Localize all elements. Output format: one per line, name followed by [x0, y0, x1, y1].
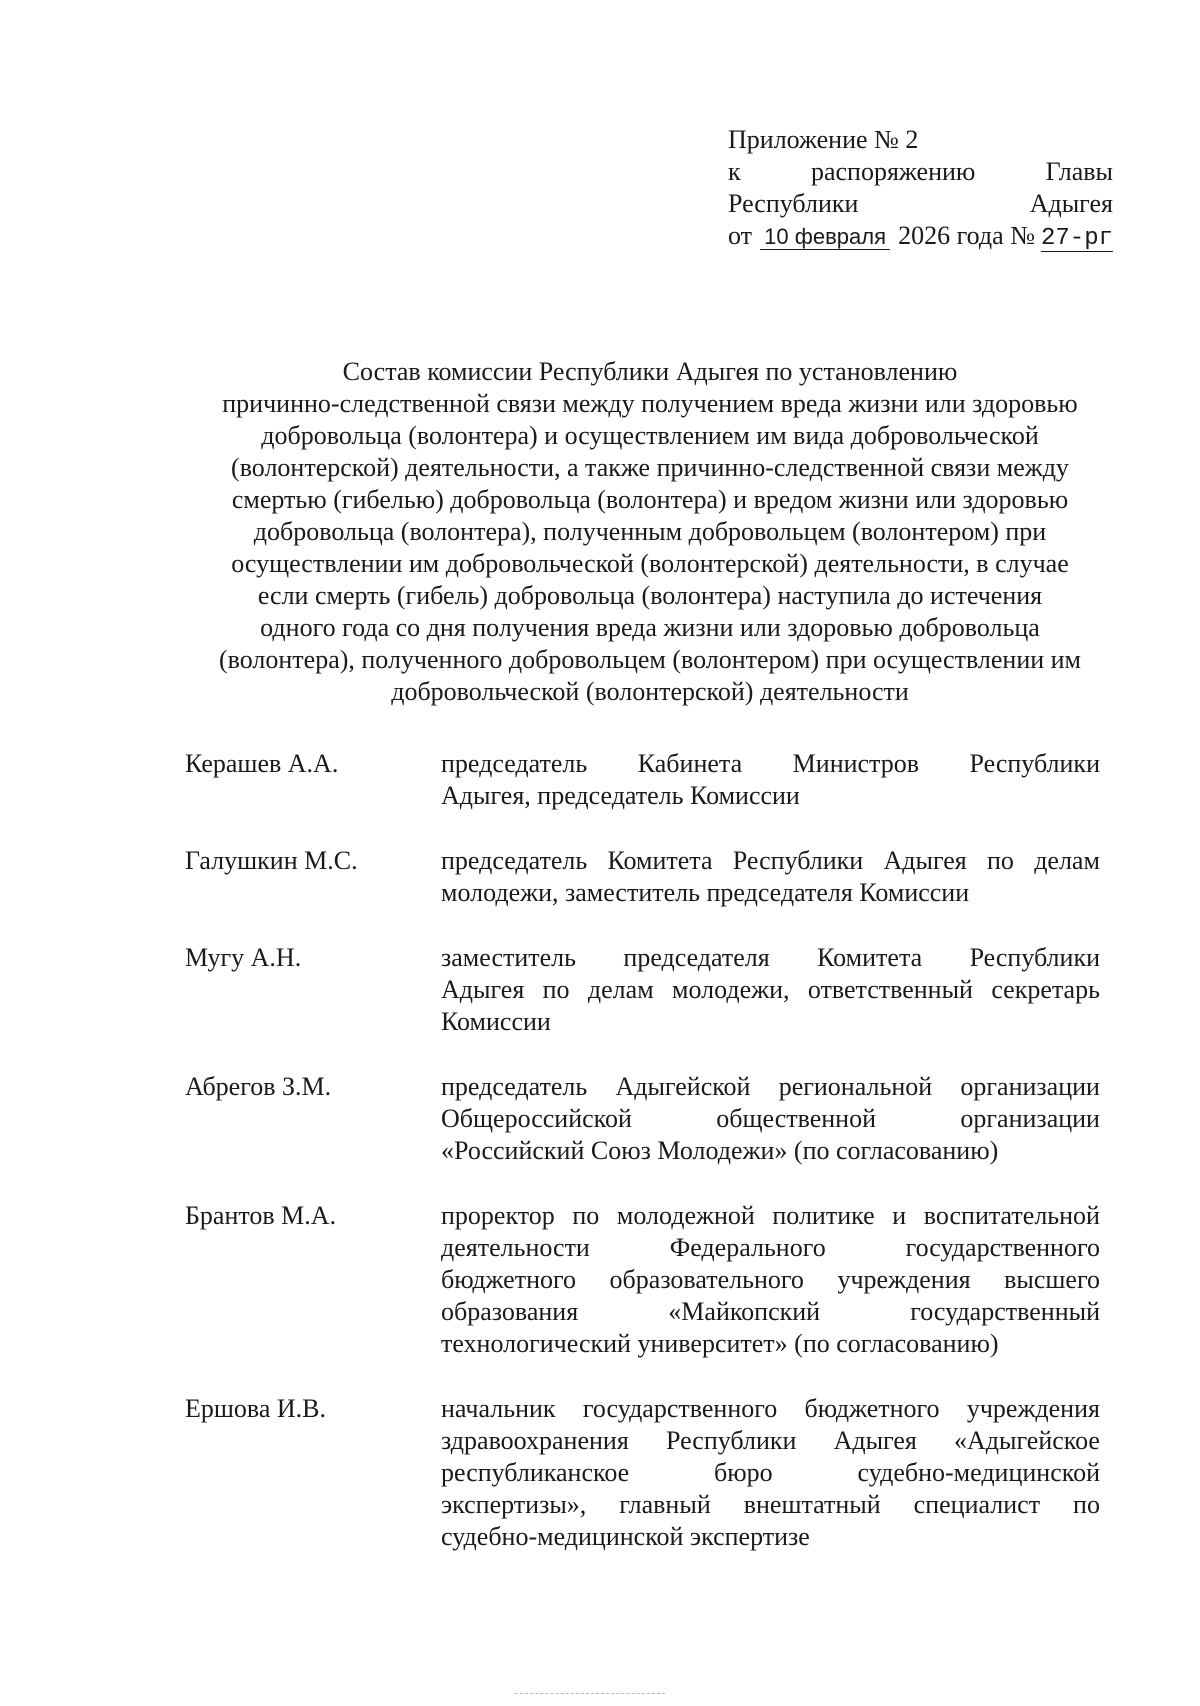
document-title — [150, 356, 1150, 708]
role-line — [441, 1232, 1100, 1264]
role-word: деятельности — [441, 1233, 590, 1262]
role-line — [441, 1264, 1100, 1296]
role-word: образования — [441, 1297, 579, 1326]
role-word: начальник — [441, 1394, 556, 1423]
member-role — [441, 942, 1100, 1038]
role-word: бюджетного — [804, 1394, 940, 1423]
role-word: государственный — [910, 1297, 1100, 1326]
role-word: организации — [960, 1104, 1100, 1133]
member-name: Керашев А.А. — [185, 749, 339, 778]
role-line — [441, 1425, 1100, 1457]
header-word: Республики — [728, 189, 859, 218]
role-line — [441, 942, 1100, 974]
role-line — [441, 974, 1100, 1006]
role-word: Комитета — [817, 943, 923, 972]
role-line: «Российский Союз Молодежи» (по согласованию) — [441, 1136, 999, 1165]
role-word: Федерального — [669, 1233, 826, 1262]
date-day-field: 10 февраля — [760, 225, 890, 250]
title-line: смертью (гибелью) добровольца (волонтера) и вредом жизни или здоровью — [231, 485, 1069, 514]
appendix-header — [728, 124, 1113, 252]
role-word: Республики — [969, 749, 1100, 778]
role-word: политике — [772, 1201, 875, 1230]
title-line: осуществлении им добровольческой (волонтерской) деятельности, в случае — [231, 549, 1069, 578]
member-role — [441, 845, 1100, 909]
role-word: Адыгея — [833, 1426, 917, 1455]
member-name: Брантов М.А. — [185, 1201, 337, 1230]
role-line: судебно-медицинской экспертизе — [441, 1522, 810, 1551]
member-name: Галушкин М.С. — [185, 846, 358, 875]
role-word: Общероссийской — [441, 1104, 632, 1133]
role-word: Министров — [792, 749, 920, 778]
member-role — [441, 748, 1100, 812]
title-line: одного года со дня получения вреда жизни или здоровью добровольца — [260, 613, 1040, 642]
member-role — [441, 1393, 1100, 1553]
title-line: добровольца (волонтера) и осуществлением им вида добровольческой — [261, 421, 1039, 450]
member-row — [185, 1200, 1100, 1360]
role-word: молодежи, — [672, 975, 790, 1004]
role-line — [441, 1296, 1100, 1328]
role-word: председатель — [441, 749, 588, 778]
role-word: образовательного — [609, 1265, 804, 1294]
role-word: «Адыгейское — [954, 1426, 1100, 1455]
role-word: учреждения — [837, 1265, 971, 1294]
role-word: секретарь — [991, 975, 1100, 1004]
date-year: 2026 года № — [898, 221, 1035, 250]
role-line — [441, 845, 1100, 877]
role-word: по — [572, 1201, 600, 1230]
role-word: здравоохранения — [441, 1426, 629, 1455]
document-number-field: 27-рг — [1041, 225, 1114, 252]
role-word: специалист — [913, 1490, 1041, 1519]
title-line: добровольческой (волонтерской) деятельности — [391, 677, 909, 706]
title-line: Состав комиссии Республики Адыгея по установлению — [342, 357, 958, 386]
member-row — [185, 1393, 1100, 1553]
role-word: Адыгея — [441, 975, 525, 1004]
role-word: экспертизы», — [441, 1490, 587, 1519]
role-line — [441, 748, 1100, 780]
member-name: Ершова И.В. — [185, 1394, 326, 1423]
header-word: Главы — [1045, 157, 1113, 186]
role-word: Адыгея — [883, 846, 967, 875]
role-word: по — [542, 975, 570, 1004]
role-word: бюро — [714, 1458, 773, 1487]
role-word: Адыгейской — [615, 1072, 751, 1101]
role-word: Республики — [665, 1426, 797, 1455]
role-word: судебно-медицинской — [857, 1458, 1100, 1487]
role-line — [441, 1103, 1100, 1135]
header-word: распоряжению — [810, 157, 976, 186]
member-row — [185, 1071, 1100, 1167]
title-line: добровольца (волонтера), полученным добровольцем (волонтером) при — [253, 517, 1047, 546]
role-word: председателя — [623, 943, 770, 972]
role-line: молодежи, заместитель председателя Комиссии — [441, 878, 970, 907]
title-line: (волонтерской) деятельности, а также причинно-следственной связи между — [231, 453, 1069, 482]
role-word: государственного — [905, 1233, 1100, 1262]
role-word: Комитета — [607, 846, 713, 875]
member-name: Мугу А.Н. — [185, 943, 302, 972]
role-word: учреждения — [966, 1394, 1100, 1423]
role-word: государственного — [582, 1394, 778, 1423]
member-row — [185, 748, 1100, 812]
role-line: Адыгея, председатель Комиссии — [441, 781, 800, 810]
member-row — [185, 845, 1100, 909]
header-date-line — [728, 220, 1113, 252]
role-line: технологический университет» (по согласованию) — [441, 1329, 999, 1358]
role-word: по — [987, 846, 1014, 875]
member-name: Абрегов З.М. — [185, 1072, 332, 1101]
title-line: если смерть (гибель) добровольца (волонтера) наступила до истечения — [257, 581, 1043, 610]
header-line-2 — [728, 156, 1113, 188]
role-word: региональной — [778, 1072, 933, 1101]
title-line: (волонтера), полученного добровольцем (волонтером) при осуществлении им — [218, 645, 1082, 674]
role-word: общественной — [716, 1104, 877, 1133]
member-row — [185, 942, 1100, 1038]
role-word: делам — [587, 975, 654, 1004]
role-line — [441, 1393, 1100, 1425]
role-word: председатель — [441, 846, 588, 875]
role-word: и — [892, 1201, 907, 1230]
role-word: республиканское — [441, 1458, 630, 1487]
members-list — [185, 748, 1100, 1586]
appendix-number — [728, 124, 1113, 156]
role-line — [441, 1200, 1100, 1232]
member-role — [441, 1071, 1100, 1167]
role-word: проректор — [441, 1201, 555, 1230]
header-line-3 — [728, 188, 1113, 220]
role-word: бюджетного — [441, 1265, 577, 1294]
role-word: председатель — [441, 1072, 588, 1101]
role-line: Комиссии — [441, 1007, 551, 1036]
role-word: по — [1073, 1490, 1100, 1519]
role-word: заместитель — [441, 943, 577, 972]
role-word: молодежной — [616, 1201, 755, 1230]
header-word: Адыгея — [1029, 189, 1113, 218]
title-line: причинно-следственной связи между получением вреда жизни или здоровью — [222, 389, 1078, 418]
appendix-label: Приложение № 2 — [728, 125, 919, 154]
role-word: высшего — [1004, 1265, 1100, 1294]
role-word: делам — [1034, 846, 1100, 875]
role-word: ответственный — [807, 975, 973, 1004]
header-word: к — [728, 157, 741, 186]
role-line — [441, 1489, 1100, 1521]
role-word: Кабинета — [637, 749, 743, 778]
role-line — [441, 1071, 1100, 1103]
role-word: внештатный — [743, 1490, 881, 1519]
role-word: главный — [619, 1490, 711, 1519]
role-word: воспитательной — [923, 1201, 1100, 1230]
member-role — [441, 1200, 1100, 1360]
role-word: Республики — [732, 846, 864, 875]
scan-artifact — [515, 1693, 665, 1697]
role-word: организации — [960, 1072, 1100, 1101]
role-word: Республики — [969, 943, 1100, 972]
role-line — [441, 1457, 1100, 1489]
role-word: «Майкопский — [668, 1297, 821, 1326]
date-prefix: от — [728, 221, 753, 250]
